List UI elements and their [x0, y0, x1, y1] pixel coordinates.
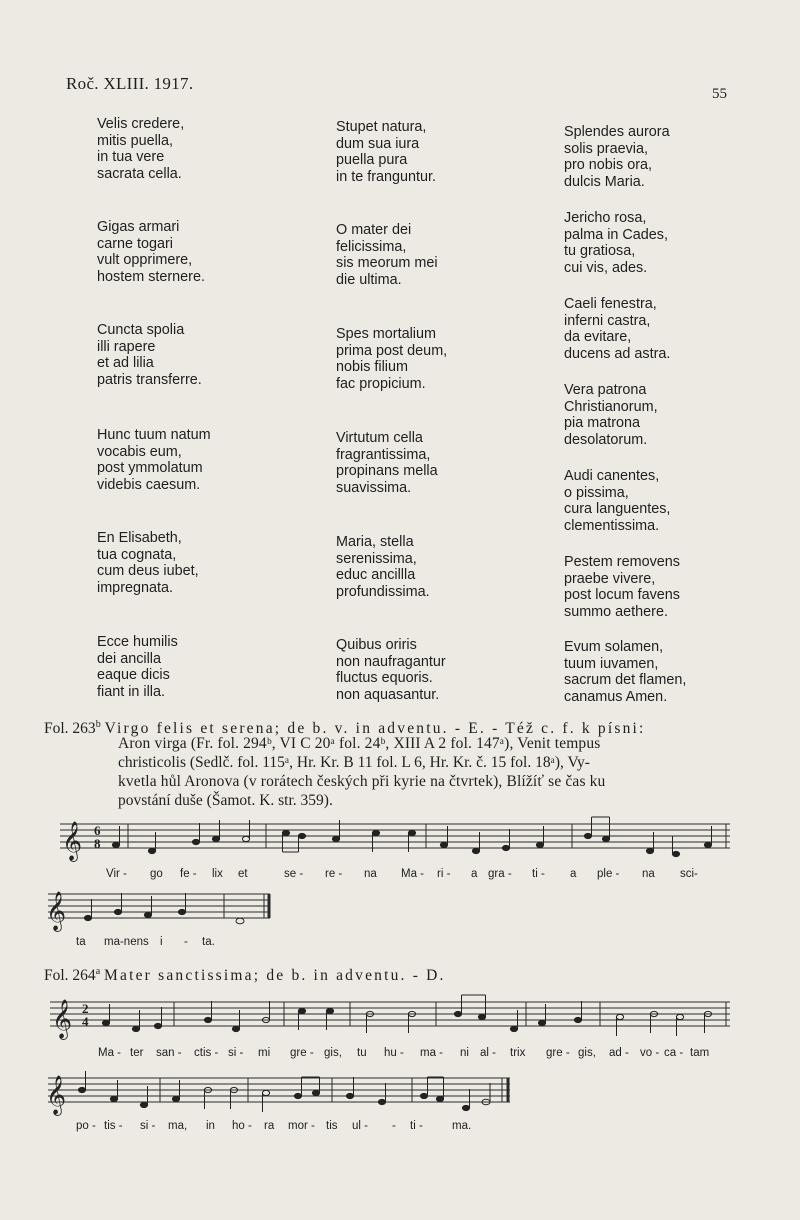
lyric-syllable: tam — [690, 1047, 710, 1059]
lyric-syllable: fe - — [180, 868, 197, 880]
lyric-syllable: ti - — [410, 1120, 423, 1132]
stanza — [336, 430, 438, 496]
verse-line: fragrantissima, — [336, 446, 431, 463]
lyric-syllable: tu — [357, 1047, 367, 1059]
verse-line: impregnata. — [97, 579, 173, 596]
lyric-syllable: - — [392, 1120, 396, 1132]
verse-line: tuum iuvamen, — [564, 655, 659, 672]
verse-line: videbis caesum. — [97, 476, 201, 493]
lyric-syllable: Ma - — [401, 868, 424, 880]
verse-line: Caeli fenestra, — [564, 296, 657, 312]
lyric-syllable: tis — [326, 1120, 338, 1132]
lyric-syllable: in — [206, 1120, 215, 1132]
lyric-syllable: ple - — [597, 868, 620, 880]
lyrics-line — [0, 1047, 800, 1063]
verse-line: educ ancillla — [336, 567, 416, 583]
verse-line: die ultima. — [336, 271, 402, 288]
verse-line: profundissima. — [336, 583, 430, 600]
lyric-syllable: ri - — [437, 868, 451, 880]
treble-clef-icon: 𝄞 — [46, 1075, 67, 1115]
verse-line: Pestem removens — [564, 554, 680, 570]
lyric-syllable: re - — [325, 868, 343, 880]
verse-line: fluctus equoris. — [336, 670, 433, 686]
verse-line: Evum solamen, — [564, 639, 664, 655]
lyric-syllable: lix — [212, 868, 223, 880]
verse-line: tua cognata, — [97, 546, 177, 563]
verse-line: Splendes aurora — [564, 124, 670, 140]
lyrics-line — [0, 936, 300, 952]
verse-line: dulcis Maria. — [564, 173, 645, 190]
music-staff-4 — [40, 1064, 520, 1120]
stanza — [97, 322, 202, 388]
verse-line: cura languentes, — [564, 501, 671, 517]
verse-line: dei ancilla — [97, 650, 161, 667]
treble-clef-icon: 𝄞 — [46, 891, 67, 931]
treble-clef-icon: 𝄞 — [52, 999, 73, 1039]
lyric-syllable: gra - — [488, 868, 512, 880]
fol263-line: kvetla hůl Aronova (v rorátech českých při kyrie na čtvrtek), Blížíť se čas ku — [118, 773, 606, 790]
verse-line: felicissima, — [336, 238, 407, 255]
stanza — [336, 637, 446, 703]
verse-line: Cuncta spolia — [97, 322, 185, 338]
fol-description: de b. in adventu. - D. — [260, 967, 446, 985]
lyric-syllable: ma-nens — [104, 936, 149, 948]
verse-line: O mater dei — [336, 222, 412, 238]
verse-line: vult opprimere, — [97, 252, 193, 268]
fol263-line: Aron virga (Fr. fol. 294ᵇ, VI C 20ᵃ fol. 24ᵇ, XIII A 2 fol. 147ᵃ), Venit tempus — [118, 735, 601, 752]
verse-line: o pissima, — [564, 484, 629, 501]
lyric-syllable: si - — [228, 1047, 244, 1059]
notes-group — [84, 893, 244, 924]
verse-line: Vera patrona — [564, 382, 647, 398]
lyric-syllable: i — [160, 936, 163, 948]
stanza — [564, 382, 658, 448]
lyric-syllable: a — [471, 868, 478, 880]
verse-line: Virtutum cella — [336, 430, 423, 446]
lyric-syllable: mi — [258, 1047, 271, 1059]
lyric-syllable: a — [570, 868, 577, 880]
music-staff-1 — [40, 812, 740, 868]
verse-line: vocabis eum, — [97, 443, 182, 460]
verse-line: Spes mortalium — [336, 326, 436, 342]
verse-line: Velis credere, — [97, 116, 185, 132]
verse-line: post locum favens — [564, 587, 680, 603]
verse-line: inferni castra, — [564, 312, 651, 329]
verse-line: suavissima. — [336, 479, 412, 496]
running-header: Roč. XLIII. 1917. — [66, 74, 194, 93]
incipit: Virgo felis et serena; — [104, 720, 282, 738]
lyric-syllable: - — [184, 936, 188, 948]
stanza — [97, 427, 211, 493]
verse-line: nobis filium — [336, 359, 408, 375]
lyric-syllable: si - — [140, 1120, 156, 1132]
verse-line: praebe vivere, — [564, 570, 656, 587]
verse-line: patris transferre. — [97, 371, 202, 388]
stanza — [336, 534, 430, 600]
lyric-syllable: ta. — [202, 936, 215, 948]
lyric-syllable: sci- — [680, 868, 698, 880]
lyric-syllable: ma, — [168, 1120, 188, 1132]
verse-line: ducens ad astra. — [564, 345, 671, 362]
lyric-syllable: gis, — [578, 1047, 596, 1059]
fol-sup: a — [95, 966, 101, 977]
verse-line: serenissima, — [336, 550, 417, 567]
incipit: Mater sanctissima; — [104, 967, 261, 985]
lyric-syllable: ctis - — [194, 1047, 219, 1059]
lyric-syllable: vo - — [640, 1047, 660, 1059]
lyric-syllable: ma - — [420, 1047, 443, 1059]
lyric-syllable: Vir - — [106, 868, 127, 880]
verse-line: canamus Amen. — [564, 688, 668, 705]
stanza — [336, 326, 447, 392]
lyric-syllable: al - — [480, 1047, 496, 1059]
lyric-syllable: na — [364, 868, 377, 880]
lyric-syllable: et — [238, 868, 248, 880]
lyric-syllable: tis - — [104, 1120, 123, 1132]
stanza — [564, 639, 686, 705]
verse-line: Christianorum, — [564, 398, 658, 415]
stanza — [564, 554, 680, 620]
time-sig-top: 2 — [82, 1001, 89, 1016]
fol-label: Fol. 264 — [44, 967, 96, 985]
lyric-syllable: mor - — [288, 1120, 315, 1132]
notes-group — [78, 1071, 490, 1112]
verse-line: non aquasantur. — [336, 686, 440, 703]
verse-line: fac propicium. — [336, 375, 426, 392]
fol-description: de b. v. in adventu. - E. - Též c. f. k písni: — [281, 720, 646, 738]
fol-label: Fol. 263 — [44, 720, 96, 738]
verse-line: En Elisabeth, — [97, 530, 182, 546]
lyric-syllable: Ma - — [98, 1047, 121, 1059]
lyric-syllable: ni — [460, 1047, 469, 1059]
lyric-syllable: gre - — [290, 1047, 314, 1059]
lyric-syllable: po - — [76, 1120, 96, 1132]
lyric-syllable: ma. — [452, 1120, 472, 1132]
verse-line: Maria, stella — [336, 534, 414, 550]
lyric-syllable: hu - — [384, 1047, 404, 1059]
page-number: 55 — [712, 86, 727, 102]
verse-line: Stupet natura, — [336, 119, 427, 135]
lyric-syllable: go — [150, 868, 163, 880]
time-sig-bottom: 8 — [94, 836, 101, 851]
lyric-syllable: gre - — [546, 1047, 570, 1059]
fol-sup: b — [95, 719, 101, 730]
notes-group — [112, 817, 711, 857]
lyric-syllable: ca - — [664, 1047, 684, 1059]
time-sig-bottom: 4 — [82, 1014, 89, 1029]
stanza — [97, 530, 199, 596]
time-sig-top: 6 — [94, 823, 101, 838]
lyric-syllable: se - — [284, 868, 304, 880]
verse-line: Audi canentes, — [564, 468, 660, 484]
verse-line: dum sua iura — [336, 135, 420, 152]
verse-line: cui vis, ades. — [564, 259, 648, 276]
lyric-syllable: ad - — [609, 1047, 629, 1059]
fol264-heading — [44, 966, 446, 985]
verse-line: mitis puella, — [97, 132, 173, 149]
lyric-syllable: trix — [510, 1047, 526, 1059]
verse-line: fiant in illa. — [97, 683, 165, 700]
verse-line: sacrata cella. — [97, 165, 182, 182]
lyric-syllable: na — [642, 868, 655, 880]
lyric-syllable: san - — [156, 1047, 182, 1059]
verse-line: in te franguntur. — [336, 168, 437, 185]
verse-line: Ecce humilis — [97, 634, 178, 650]
verse-line: solis praevia, — [564, 140, 648, 157]
stanza — [97, 634, 178, 700]
verse-line: Gigas armari — [97, 219, 180, 235]
verse-line: clementissima. — [564, 517, 660, 534]
verse-line: sis meorum mei — [336, 255, 438, 271]
verse-line: cum deus iubet, — [97, 563, 199, 579]
verse-line: et ad lilia — [97, 355, 154, 371]
verse-line: desolatorum. — [564, 431, 648, 448]
stanza — [564, 468, 670, 534]
lyrics-line — [0, 1120, 560, 1136]
verse-line: pia matrona — [564, 415, 640, 431]
fol263-line: povstání duše (Šamot. K. str. 359). — [118, 792, 333, 809]
verse-line: hostem sternere. — [97, 268, 205, 285]
verse-line: tu gratiosa, — [564, 243, 636, 259]
verse-line: post ymmolatum — [97, 460, 203, 476]
stanza — [336, 119, 436, 185]
fol263-line: christicolis (Sedlč. fol. 115ᵃ, Hr. Kr. B 11 fol. L 6, Hr. Kr. č. 15 fol. 18ᵃ), Vy- — [118, 754, 590, 771]
verse-line: palma in Cades, — [564, 226, 668, 243]
verse-line: in tua vere — [97, 149, 165, 165]
music-staff-2 — [40, 880, 280, 936]
verse-line: carne togari — [97, 235, 173, 252]
stanza — [564, 296, 670, 362]
lyric-syllable: ho - — [232, 1120, 252, 1132]
lyric-syllable: ul - — [352, 1120, 368, 1132]
stanza — [97, 219, 205, 285]
lyric-syllable: ti - — [532, 868, 545, 880]
verse-line: da evitare, — [564, 329, 632, 345]
verse-line: illi rapere — [97, 338, 156, 355]
verse-line: sacrum det flamen, — [564, 672, 687, 688]
verse-line: eaque dicis — [97, 667, 170, 683]
verse-line: summo aethere. — [564, 603, 668, 620]
verse-line: Jericho rosa, — [564, 210, 647, 226]
treble-clef-icon: 𝄞 — [62, 821, 83, 861]
verse-line: prima post deum, — [336, 342, 448, 359]
notes-group — [102, 995, 711, 1036]
stanza — [564, 210, 668, 276]
stanza — [336, 222, 438, 288]
verse-line: Hunc tuum natum — [97, 427, 211, 443]
verse-line: puella pura — [336, 152, 408, 168]
stanza — [97, 116, 184, 182]
verse-line: non naufragantur — [336, 653, 446, 670]
verse-line: pro nobis ora, — [564, 157, 652, 173]
lyric-syllable: ra — [264, 1120, 275, 1132]
music-staff-3 — [40, 990, 740, 1046]
lyric-syllable: ta — [76, 936, 86, 948]
verse-line: propinans mella — [336, 463, 438, 479]
stanza — [564, 124, 670, 190]
lyric-syllable: gis, — [324, 1047, 342, 1059]
lyric-syllable: ter — [130, 1047, 144, 1059]
verse-line: Quibus oriris — [336, 637, 417, 653]
